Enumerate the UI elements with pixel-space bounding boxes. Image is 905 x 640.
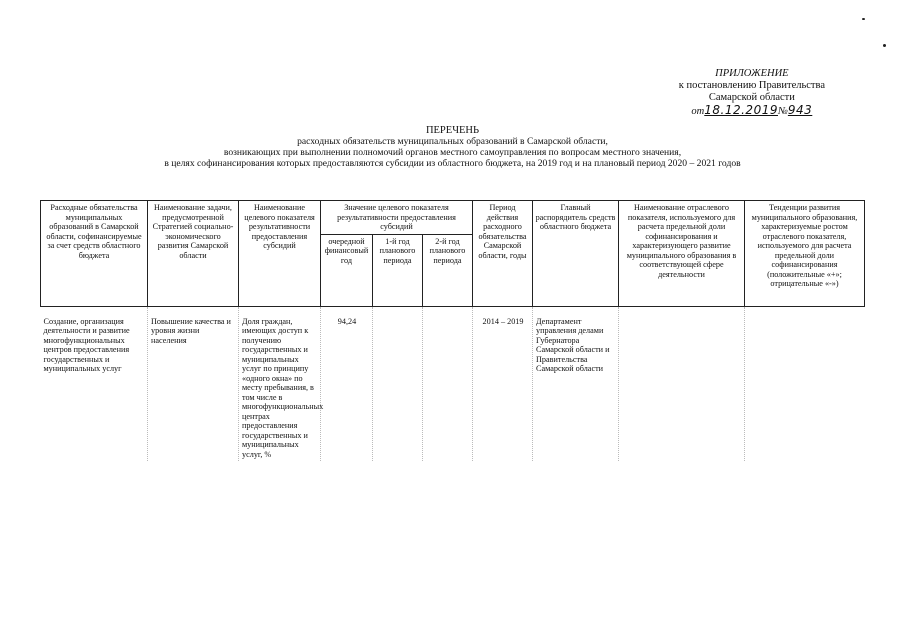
handwritten-number: 943: [787, 103, 813, 117]
header-sector-indicator: Наименование отраслевого показателя, используемого для расчета предельной доли софинансирования и характеризующего развитие муниципального образования в соответствующей сфере деятельности: [619, 201, 745, 307]
cell-value-plan-1: [373, 306, 423, 461]
header-period: Период действия расходного обязательства Самарской области, годы: [473, 201, 533, 307]
cell-indicator: Доля граждан, имеющих доступ к получению государственных и муниципальных услуг по принципу «одного окна» по месту пребывания, в том числе в многофункциональных центрах предоставления государственных и муниципальных услуг, %: [239, 306, 321, 461]
scan-speck: [883, 44, 886, 47]
title-line-2: возникающих при выполнении полномочий органов местного самоуправления по вопросам местного значения,: [223, 147, 682, 158]
header-indicator: Наименование целевого показателя результативности предоставления субсидий: [239, 201, 321, 307]
scan-speck: [862, 18, 865, 20]
cell-value-current: 94,24: [321, 306, 373, 461]
obligations-table: [40, 200, 865, 461]
date-prefix: от: [691, 106, 705, 117]
header-indicator-value-group: Значение целевого показателя результативности предоставления субсидий: [321, 201, 473, 235]
appendix-block: [679, 68, 825, 118]
header-plan-year-2: 2-й год планового периода: [423, 234, 473, 306]
handwritten-date: 18.12.2019: [704, 103, 778, 117]
header-plan-year-1: 1-й год планового периода: [373, 234, 423, 306]
header-obligation: Расходные обязательства муниципальных образований в Самарской области, софинансируемые за счет средств областного бюджета: [41, 201, 148, 307]
appendix-line-2: Самарской области: [708, 92, 795, 103]
cell-task: Повышение качества и уровня жизни населения: [148, 306, 239, 461]
number-prefix: №: [777, 106, 788, 117]
title-main: ПЕРЕЧЕНЬ: [425, 125, 480, 136]
header-manager: Главный распорядитель средств областного бюджета: [533, 201, 619, 307]
cell-value-plan-2: [423, 306, 473, 461]
cell-obligation: Создание, организация деятельности и развитие многофункциональных центров предоставления государственных и муниципальных услуг: [43, 316, 130, 373]
appendix-line-1: к постановлению Правительства: [678, 80, 825, 91]
cell-sector-indicator: [619, 306, 745, 461]
cell-trend: [745, 306, 865, 461]
cell-manager: Департамент управления делами Губернатора Самарской области и Правительства Самарской области: [533, 306, 619, 461]
appendix-heading: ПРИЛОЖЕНИЕ: [715, 68, 789, 79]
appendix-date-line: [679, 104, 825, 118]
title-line-1: расходных обязательств муниципальных образований в Самарской области,: [297, 136, 608, 147]
title-line-3: в целях софинансирования которых предоставляются субсидии из областного бюджета, на 2019 год и на плановый период 2020 – 2021 годов: [164, 158, 741, 169]
cell-period: 2014 – 2019: [473, 306, 533, 461]
table-row: [41, 306, 865, 461]
document-title: [0, 125, 905, 169]
header-current-year: очередной финансовый год: [321, 234, 373, 306]
header-task: Наименование задачи, предусмотренной Стратегией социально-экономического развития Самарской области: [148, 201, 239, 307]
header-trend: Тенденции развития муниципального образования, характеризуемые ростом отраслевого показателя, используемого для расчета предельной доли софинансирования (положительные «+»; отрицательные «-»): [745, 201, 865, 307]
